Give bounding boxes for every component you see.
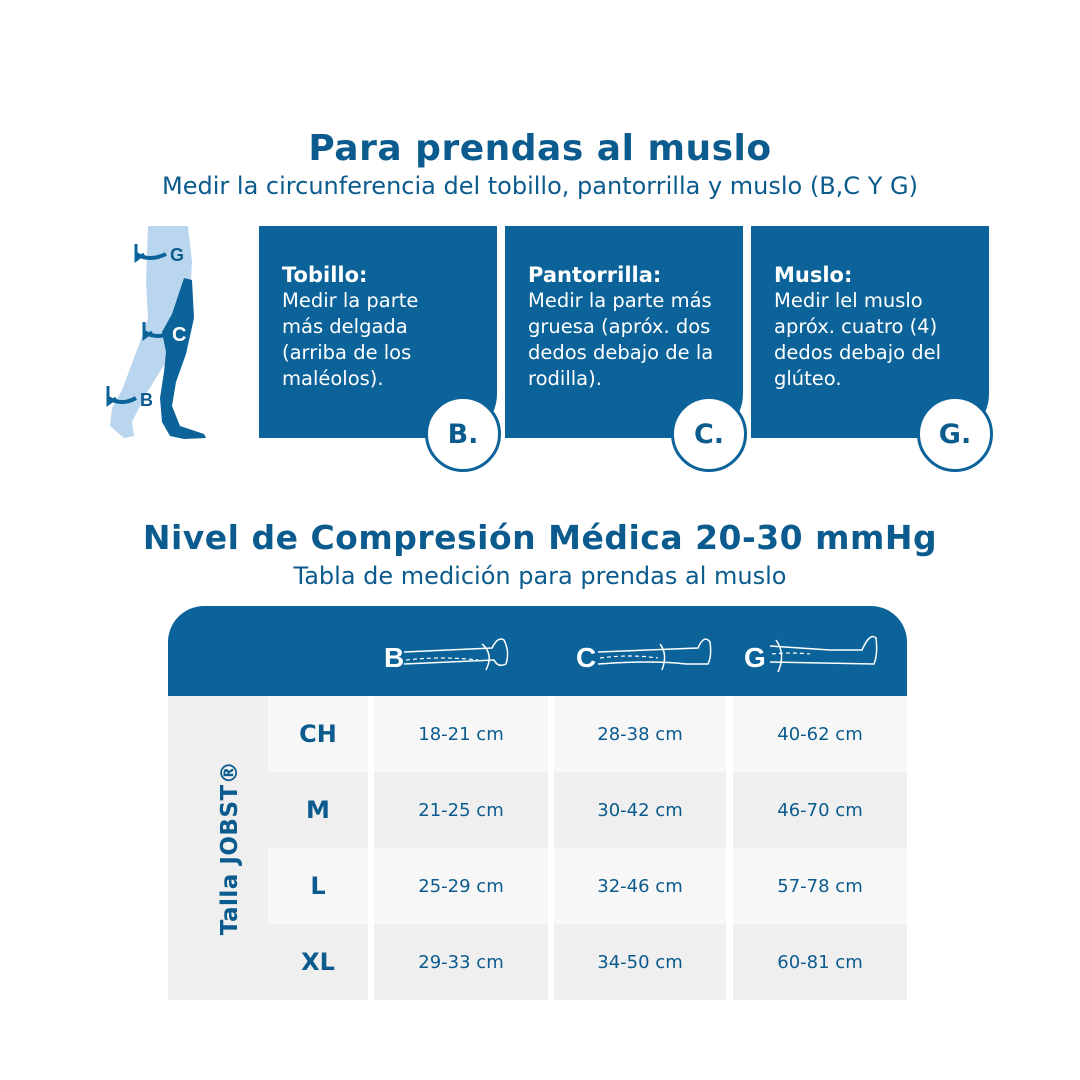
- size-ch: CH: [268, 696, 368, 772]
- badge-b: B.: [425, 396, 501, 472]
- badge-g: G.: [917, 396, 993, 472]
- size-label: Talla JOBST®: [217, 760, 243, 936]
- compression-title: Nivel de Compresión Médica 20-30 mmHg: [142, 518, 938, 557]
- card-line: Medir lel muslo: [774, 289, 923, 312]
- size-l: L: [268, 848, 368, 924]
- header-letter-b: B: [384, 642, 405, 673]
- card-line: maléolos).: [282, 367, 384, 390]
- size-m: M: [268, 772, 368, 848]
- card-tobillo: [259, 226, 497, 450]
- badge-c: C.: [671, 396, 747, 472]
- table-cell: 29-33 cm: [374, 924, 548, 1000]
- card-line: glúteo.: [774, 367, 842, 390]
- card-line: más delgada: [282, 315, 408, 338]
- header-letter-c: C: [576, 642, 597, 673]
- card-heading: Pantorrilla:: [528, 263, 662, 287]
- card-pantorrilla: [505, 226, 743, 450]
- card-line: Medir la parte más: [528, 289, 712, 312]
- size-xl: XL: [268, 924, 368, 1000]
- card-line: dedos debajo de la: [528, 341, 714, 364]
- table-header: [168, 606, 907, 696]
- card-line: dedos debajo del: [774, 341, 942, 364]
- card-heading: Muslo:: [774, 263, 853, 287]
- section-title: Para prendas al muslo: [308, 128, 772, 169]
- leg-c-icon: [574, 630, 714, 680]
- table-cell: 18-21 cm: [374, 696, 548, 772]
- leg-label-g: G: [170, 245, 185, 265]
- card-line: Medir la parte: [282, 289, 419, 312]
- table-cell: 34-50 cm: [554, 924, 726, 1000]
- leg-g-icon: [742, 630, 882, 680]
- table-cell: 32-46 cm: [554, 848, 726, 924]
- card-line: rodilla).: [528, 367, 602, 390]
- card-line: apróx. cuatro (4): [774, 315, 938, 338]
- card-heading: Tobillo:: [282, 263, 368, 287]
- leg-label-c: C: [172, 324, 187, 346]
- table-cell: 25-29 cm: [374, 848, 548, 924]
- card-line: (arriba de los: [282, 341, 412, 364]
- table-cell: 60-81 cm: [733, 924, 907, 1000]
- compression-subtitle: Tabla de medición para prendas al muslo: [293, 562, 787, 590]
- table-cell: 30-42 cm: [554, 772, 726, 848]
- table-cell: 40-62 cm: [733, 696, 907, 772]
- leg-measurement-illustration: [100, 222, 220, 446]
- table-cell: 57-78 cm: [733, 848, 907, 924]
- table-cell: 21-25 cm: [374, 772, 548, 848]
- table-cell: 46-70 cm: [733, 772, 907, 848]
- table-cell: 28-38 cm: [554, 696, 726, 772]
- header-letter-g: G: [744, 642, 766, 673]
- section-subtitle: Medir la circunferencia del tobillo, pantorrilla y muslo (B,C Y G): [162, 172, 918, 200]
- card-muslo: [751, 226, 989, 450]
- leg-label-b: B: [140, 390, 153, 410]
- card-line: gruesa (apróx. dos: [528, 315, 711, 338]
- leg-b-icon: [382, 630, 522, 680]
